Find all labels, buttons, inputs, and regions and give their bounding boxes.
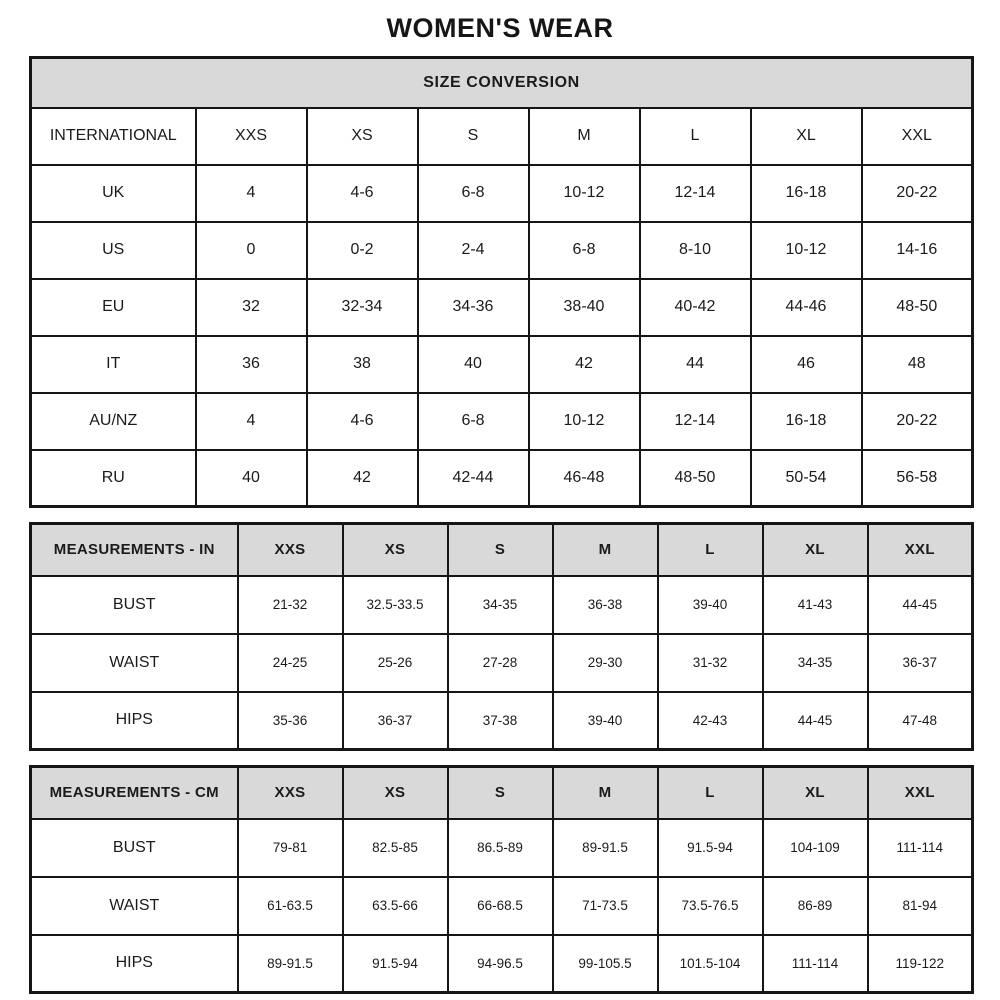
page-title: WOMEN'S WEAR [386, 13, 614, 43]
value-cell: 94-96.5 [448, 935, 553, 993]
table-row [31, 819, 973, 877]
column-header-row [31, 767, 973, 819]
value-cell: 46-48 [529, 450, 640, 507]
value-cell: 81-94 [868, 877, 973, 935]
value-cell: 32 [196, 279, 307, 336]
table-row [31, 165, 973, 222]
table-row [31, 576, 973, 634]
value-cell: 25-26 [343, 634, 448, 692]
size-column-header: L [640, 108, 751, 165]
value-cell: 32-34 [307, 279, 418, 336]
value-cell: 56-58 [862, 450, 973, 507]
value-cell: 37-38 [448, 692, 553, 750]
value-cell: 32.5-33.5 [343, 576, 448, 634]
row-label: WAIST [31, 634, 238, 692]
table-row [31, 634, 973, 692]
measurements-in-table [29, 522, 974, 751]
size-column-header: M [529, 108, 640, 165]
value-cell: 6-8 [418, 393, 529, 450]
value-cell: 42 [529, 336, 640, 393]
value-cell: 44-46 [751, 279, 862, 336]
size-conversion-body [31, 58, 973, 507]
measurements-cm-table [29, 765, 974, 994]
table-row [31, 877, 973, 935]
value-cell: 61-63.5 [238, 877, 343, 935]
value-cell: 34-35 [763, 634, 868, 692]
table-banner-label: SIZE CONVERSION [31, 58, 973, 108]
value-cell: 16-18 [751, 165, 862, 222]
value-cell: 6-8 [418, 165, 529, 222]
size-column-header: XXS [238, 524, 343, 576]
table-banner-row [31, 58, 973, 108]
measurements-in-body [31, 524, 973, 750]
value-cell: 40 [196, 450, 307, 507]
value-cell: 10-12 [529, 393, 640, 450]
value-cell: 42 [307, 450, 418, 507]
header-label-cell: MEASUREMENTS - CM [31, 767, 238, 819]
value-cell: 91.5-94 [658, 819, 763, 877]
table-row [31, 393, 973, 450]
value-cell: 36-38 [553, 576, 658, 634]
value-cell: 39-40 [658, 576, 763, 634]
column-header-row [31, 108, 973, 165]
value-cell: 10-12 [529, 165, 640, 222]
size-column-header: XXL [868, 524, 973, 576]
value-cell: 29-30 [553, 634, 658, 692]
value-cell: 4-6 [307, 393, 418, 450]
value-cell: 4-6 [307, 165, 418, 222]
value-cell: 14-16 [862, 222, 973, 279]
value-cell: 0 [196, 222, 307, 279]
value-cell: 0-2 [307, 222, 418, 279]
table-row [31, 692, 973, 750]
size-conversion-table [29, 56, 974, 508]
value-cell: 48-50 [862, 279, 973, 336]
size-column-header: S [448, 767, 553, 819]
value-cell: 16-18 [751, 393, 862, 450]
value-cell: 42-43 [658, 692, 763, 750]
value-cell: 21-32 [238, 576, 343, 634]
value-cell: 86-89 [763, 877, 868, 935]
size-column-header: XS [307, 108, 418, 165]
value-cell: 66-68.5 [448, 877, 553, 935]
table-row [31, 935, 973, 993]
value-cell: 48-50 [640, 450, 751, 507]
value-cell: 40 [418, 336, 529, 393]
value-cell: 111-114 [868, 819, 973, 877]
value-cell: 4 [196, 165, 307, 222]
value-cell: 36-37 [343, 692, 448, 750]
value-cell: 99-105.5 [553, 935, 658, 993]
value-cell: 40-42 [640, 279, 751, 336]
value-cell: 48 [862, 336, 973, 393]
value-cell: 38 [307, 336, 418, 393]
size-column-header: XS [343, 767, 448, 819]
size-column-header: S [448, 524, 553, 576]
value-cell: 63.5-66 [343, 877, 448, 935]
header-label-cell: INTERNATIONAL [31, 108, 196, 165]
value-cell: 91.5-94 [343, 935, 448, 993]
value-cell: 73.5-76.5 [658, 877, 763, 935]
value-cell: 47-48 [868, 692, 973, 750]
value-cell: 34-36 [418, 279, 529, 336]
row-label: EU [31, 279, 196, 336]
size-column-header: XL [751, 108, 862, 165]
table-row [31, 222, 973, 279]
row-label: AU/NZ [31, 393, 196, 450]
row-label: HIPS [31, 935, 238, 993]
value-cell: 41-43 [763, 576, 868, 634]
size-column-header: XXL [868, 767, 973, 819]
value-cell: 20-22 [862, 393, 973, 450]
value-cell: 31-32 [658, 634, 763, 692]
value-cell: 119-122 [868, 935, 973, 993]
value-cell: 2-4 [418, 222, 529, 279]
value-cell: 6-8 [529, 222, 640, 279]
value-cell: 46 [751, 336, 862, 393]
value-cell: 8-10 [640, 222, 751, 279]
value-cell: 71-73.5 [553, 877, 658, 935]
value-cell: 79-81 [238, 819, 343, 877]
size-column-header: XXS [238, 767, 343, 819]
value-cell: 27-28 [448, 634, 553, 692]
table-row [31, 336, 973, 393]
row-label: UK [31, 165, 196, 222]
value-cell: 89-91.5 [238, 935, 343, 993]
value-cell: 111-114 [763, 935, 868, 993]
value-cell: 82.5-85 [343, 819, 448, 877]
row-label: BUST [31, 576, 238, 634]
size-column-header: M [553, 524, 658, 576]
value-cell: 86.5-89 [448, 819, 553, 877]
column-header-row [31, 524, 973, 576]
size-column-header: XS [343, 524, 448, 576]
value-cell: 36-37 [868, 634, 973, 692]
size-column-header: XL [763, 767, 868, 819]
value-cell: 89-91.5 [553, 819, 658, 877]
row-label: IT [31, 336, 196, 393]
size-column-header: XXL [862, 108, 973, 165]
value-cell: 39-40 [553, 692, 658, 750]
size-column-header: S [418, 108, 529, 165]
value-cell: 10-12 [751, 222, 862, 279]
header-label-cell: MEASUREMENTS - IN [31, 524, 238, 576]
row-label: RU [31, 450, 196, 507]
size-column-header: L [658, 767, 763, 819]
table-row [31, 450, 973, 507]
value-cell: 44-45 [868, 576, 973, 634]
size-column-header: XL [763, 524, 868, 576]
measurements-cm-body [31, 767, 973, 993]
table-row [31, 279, 973, 336]
value-cell: 42-44 [418, 450, 529, 507]
value-cell: 20-22 [862, 165, 973, 222]
value-cell: 24-25 [238, 634, 343, 692]
value-cell: 104-109 [763, 819, 868, 877]
value-cell: 50-54 [751, 450, 862, 507]
size-column-header: L [658, 524, 763, 576]
value-cell: 35-36 [238, 692, 343, 750]
size-column-header: XXS [196, 108, 307, 165]
row-label: WAIST [31, 877, 238, 935]
value-cell: 101.5-104 [658, 935, 763, 993]
value-cell: 12-14 [640, 393, 751, 450]
size-column-header: M [553, 767, 658, 819]
value-cell: 4 [196, 393, 307, 450]
value-cell: 12-14 [640, 165, 751, 222]
value-cell: 36 [196, 336, 307, 393]
value-cell: 44 [640, 336, 751, 393]
value-cell: 44-45 [763, 692, 868, 750]
row-label: HIPS [31, 692, 238, 750]
value-cell: 38-40 [529, 279, 640, 336]
value-cell: 34-35 [448, 576, 553, 634]
row-label: BUST [31, 819, 238, 877]
row-label: US [31, 222, 196, 279]
